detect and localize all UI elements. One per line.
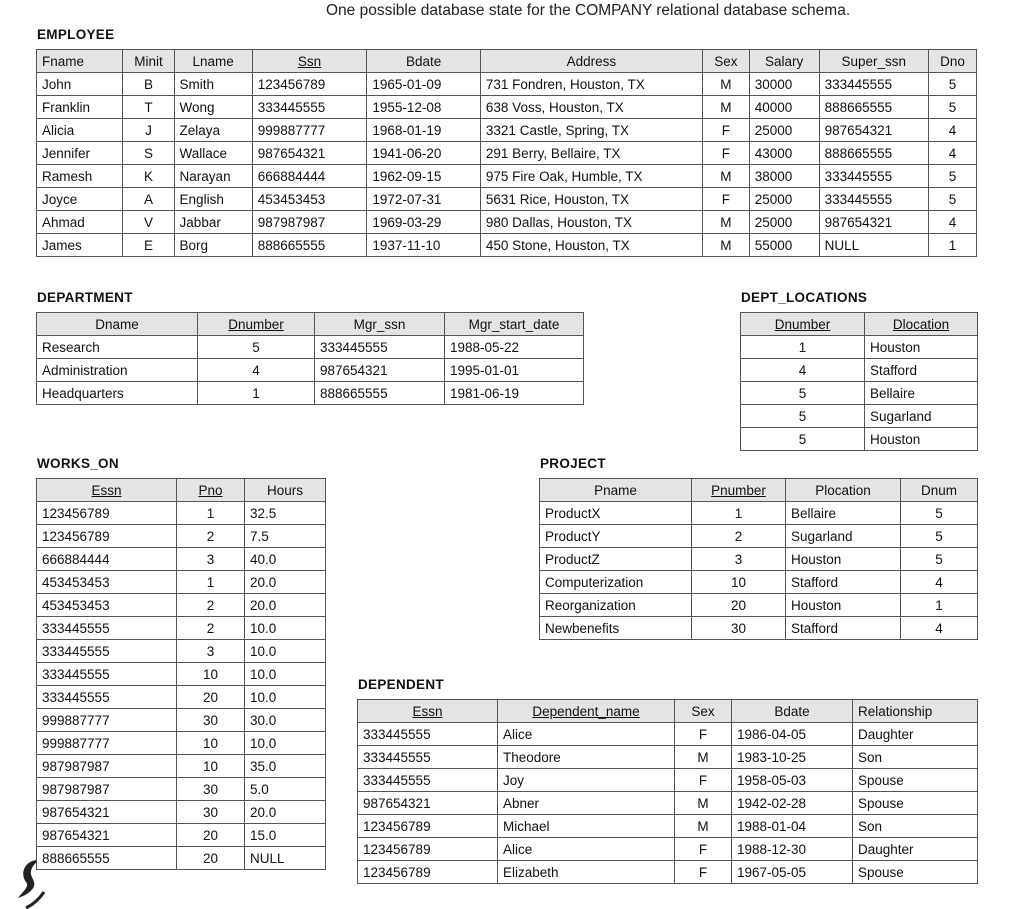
table-cell: Alice bbox=[498, 723, 675, 746]
table-cell: Bellaire bbox=[786, 502, 901, 525]
table-cell: 2 bbox=[692, 525, 786, 548]
table-cell: 10.0 bbox=[245, 663, 326, 686]
table-cell: Bellaire bbox=[865, 382, 978, 405]
table-cell: 30 bbox=[692, 617, 786, 640]
table-cell: Ahmad bbox=[37, 211, 123, 234]
table-cell: Houston bbox=[786, 594, 901, 617]
table-cell: F bbox=[675, 769, 732, 792]
table-row bbox=[37, 847, 326, 870]
table-cell: 30 bbox=[177, 778, 245, 801]
column-header-primary-key: Dnumber bbox=[741, 313, 865, 336]
table-cell: 40.0 bbox=[245, 548, 326, 571]
column-header-primary-key: Dnumber bbox=[198, 313, 315, 336]
table-cell: T bbox=[123, 96, 174, 119]
table-row bbox=[37, 640, 326, 663]
table-cell: 4 bbox=[901, 617, 978, 640]
table-cell: Theodore bbox=[498, 746, 675, 769]
table-row bbox=[540, 525, 978, 548]
column-header: Minit bbox=[123, 50, 174, 73]
table-cell: 1 bbox=[198, 382, 315, 405]
table-cell: Borg bbox=[174, 234, 252, 257]
table-row bbox=[358, 769, 978, 792]
table-row bbox=[741, 359, 978, 382]
table-cell: 987987987 bbox=[252, 211, 367, 234]
table-row bbox=[37, 142, 977, 165]
table-cell: 987654321 bbox=[819, 119, 928, 142]
table-cell: 1 bbox=[177, 502, 245, 525]
table-row bbox=[37, 502, 326, 525]
table-cell: Abner bbox=[498, 792, 675, 815]
table-cell: 4 bbox=[741, 359, 865, 382]
table-cell: 5 bbox=[198, 336, 315, 359]
table-cell: Sugarland bbox=[865, 405, 978, 428]
table-cell: Research bbox=[37, 336, 198, 359]
table-cell: John bbox=[37, 73, 123, 96]
table-row bbox=[741, 428, 978, 451]
table-row bbox=[37, 686, 326, 709]
table-cell: 987654321 bbox=[37, 801, 177, 824]
table-cell: Wallace bbox=[174, 142, 252, 165]
column-header-primary-key: Pnumber bbox=[692, 479, 786, 502]
table-cell: Elizabeth bbox=[498, 861, 675, 884]
table-cell: 4 bbox=[929, 211, 977, 234]
table-cell: 25000 bbox=[749, 211, 819, 234]
table-cell: Spouse bbox=[853, 792, 978, 815]
table-cell: 1965-01-09 bbox=[367, 73, 481, 96]
table-cell: 5 bbox=[741, 382, 865, 405]
works-on-table-title: WORKS_ON bbox=[37, 456, 119, 471]
table-cell: 1988-01-04 bbox=[732, 815, 853, 838]
table-cell: 1937-11-10 bbox=[367, 234, 481, 257]
table-cell: Computerization bbox=[540, 571, 692, 594]
table-cell: 3 bbox=[177, 640, 245, 663]
table-cell: 5 bbox=[741, 405, 865, 428]
table-cell: 999887777 bbox=[37, 709, 177, 732]
table-row bbox=[37, 188, 977, 211]
table-cell: Joy bbox=[498, 769, 675, 792]
table-cell: 5 bbox=[929, 96, 977, 119]
table-row bbox=[540, 594, 978, 617]
table-cell: 1 bbox=[692, 502, 786, 525]
table-cell: 638 Voss, Houston, TX bbox=[480, 96, 702, 119]
table-cell: M bbox=[702, 96, 749, 119]
table-cell: E bbox=[123, 234, 174, 257]
table-cell: 1986-04-05 bbox=[732, 723, 853, 746]
table-cell: 5631 Rice, Houston, TX bbox=[480, 188, 702, 211]
table-cell: M bbox=[702, 211, 749, 234]
table-cell: F bbox=[702, 119, 749, 142]
table-cell: Houston bbox=[865, 428, 978, 451]
table-cell: 3321 Castle, Spring, TX bbox=[480, 119, 702, 142]
table-cell: Alice bbox=[498, 838, 675, 861]
table-cell: 987654321 bbox=[252, 142, 367, 165]
table-cell: 5 bbox=[929, 165, 977, 188]
column-header: Dno bbox=[929, 50, 977, 73]
table-cell: Spouse bbox=[853, 861, 978, 884]
table-cell: 888665555 bbox=[315, 382, 445, 405]
table-cell: 30.0 bbox=[245, 709, 326, 732]
table-cell: 5.0 bbox=[245, 778, 326, 801]
table-row bbox=[540, 502, 978, 525]
table-cell: 20.0 bbox=[245, 571, 326, 594]
table-cell: 43000 bbox=[749, 142, 819, 165]
column-header: Plocation bbox=[786, 479, 901, 502]
publisher-logo-mark bbox=[14, 852, 54, 909]
column-header: Sex bbox=[702, 50, 749, 73]
table-cell: 888665555 bbox=[819, 142, 928, 165]
table-cell: 666884444 bbox=[37, 548, 177, 571]
table-cell: 453453453 bbox=[37, 594, 177, 617]
table-cell: 1958-05-03 bbox=[732, 769, 853, 792]
column-header: Fname bbox=[37, 50, 123, 73]
table-cell: Narayan bbox=[174, 165, 252, 188]
table-cell: 1 bbox=[741, 336, 865, 359]
table-cell: 987987987 bbox=[37, 778, 177, 801]
column-header: Address bbox=[480, 50, 702, 73]
table-cell: 333445555 bbox=[37, 640, 177, 663]
project-table-title: PROJECT bbox=[540, 456, 606, 471]
column-header-primary-key: Essn bbox=[358, 700, 498, 723]
table-cell: 1968-01-19 bbox=[367, 119, 481, 142]
column-header: Dnum bbox=[901, 479, 978, 502]
table-cell: 4 bbox=[901, 571, 978, 594]
table-row bbox=[37, 732, 326, 755]
column-header: Bdate bbox=[367, 50, 481, 73]
table-cell: 30000 bbox=[749, 73, 819, 96]
table-cell: 5 bbox=[901, 548, 978, 571]
table-cell: Smith bbox=[174, 73, 252, 96]
table-cell: 5 bbox=[901, 502, 978, 525]
table-cell: 333445555 bbox=[37, 617, 177, 640]
project-table bbox=[539, 478, 978, 640]
table-cell: 25000 bbox=[749, 188, 819, 211]
table-cell: 1 bbox=[901, 594, 978, 617]
table-cell: 731 Fondren, Houston, TX bbox=[480, 73, 702, 96]
table-cell: 888665555 bbox=[252, 234, 367, 257]
works-on-table bbox=[36, 478, 326, 870]
column-header-primary-key: Dlocation bbox=[865, 313, 978, 336]
table-row bbox=[540, 548, 978, 571]
table-cell: 123456789 bbox=[358, 861, 498, 884]
table-row bbox=[741, 382, 978, 405]
table-cell: 1 bbox=[177, 571, 245, 594]
table-cell: 32.5 bbox=[245, 502, 326, 525]
table-row bbox=[37, 525, 326, 548]
table-cell: NULL bbox=[819, 234, 928, 257]
table-cell: 10 bbox=[177, 732, 245, 755]
table-cell: 333445555 bbox=[358, 769, 498, 792]
table-cell: 987654321 bbox=[358, 792, 498, 815]
table-cell: 1969-03-29 bbox=[367, 211, 481, 234]
table-cell: Newbenefits bbox=[540, 617, 692, 640]
table-cell: 55000 bbox=[749, 234, 819, 257]
table-row bbox=[358, 815, 978, 838]
table-cell: 10.0 bbox=[245, 640, 326, 663]
table-cell: 1942-02-28 bbox=[732, 792, 853, 815]
table-cell: J bbox=[123, 119, 174, 142]
table-row bbox=[37, 336, 584, 359]
column-header: Relationship bbox=[853, 700, 978, 723]
table-cell: 2 bbox=[177, 594, 245, 617]
table-cell: Stafford bbox=[786, 617, 901, 640]
table-cell: M bbox=[702, 73, 749, 96]
table-cell: 1988-12-30 bbox=[732, 838, 853, 861]
table-cell: 3 bbox=[177, 548, 245, 571]
table-cell: ProductZ bbox=[540, 548, 692, 571]
column-header-primary-key: Ssn bbox=[252, 50, 367, 73]
table-cell: 987987987 bbox=[37, 755, 177, 778]
department-table bbox=[36, 312, 584, 405]
table-cell: 2 bbox=[177, 525, 245, 548]
table-cell: 999887777 bbox=[37, 732, 177, 755]
table-cell: NULL bbox=[245, 847, 326, 870]
column-header: Pname bbox=[540, 479, 692, 502]
table-cell: 20 bbox=[692, 594, 786, 617]
table-cell: Stafford bbox=[865, 359, 978, 382]
table-row bbox=[37, 382, 584, 405]
table-cell: Headquarters bbox=[37, 382, 198, 405]
table-cell: 123456789 bbox=[37, 502, 177, 525]
table-row bbox=[37, 234, 977, 257]
table-cell: 3 bbox=[692, 548, 786, 571]
table-cell: M bbox=[702, 165, 749, 188]
table-cell: F bbox=[702, 142, 749, 165]
table-cell: Son bbox=[853, 815, 978, 838]
table-cell: James bbox=[37, 234, 123, 257]
dept-locations-table bbox=[740, 312, 978, 451]
table-cell: 10 bbox=[177, 755, 245, 778]
table-cell: 333445555 bbox=[358, 746, 498, 769]
table-row bbox=[37, 571, 326, 594]
column-header: Lname bbox=[174, 50, 252, 73]
table-cell: 20.0 bbox=[245, 801, 326, 824]
table-cell: 123456789 bbox=[252, 73, 367, 96]
table-cell: V bbox=[123, 211, 174, 234]
table-cell: 123456789 bbox=[358, 815, 498, 838]
table-cell: Son bbox=[853, 746, 978, 769]
table-row bbox=[37, 359, 584, 382]
table-cell: ProductY bbox=[540, 525, 692, 548]
table-row bbox=[358, 746, 978, 769]
table-cell: Administration bbox=[37, 359, 198, 382]
table-cell: 40000 bbox=[749, 96, 819, 119]
table-row bbox=[37, 594, 326, 617]
table-row bbox=[37, 755, 326, 778]
table-cell: Zelaya bbox=[174, 119, 252, 142]
table-cell: 333445555 bbox=[252, 96, 367, 119]
table-row bbox=[741, 336, 978, 359]
table-cell: M bbox=[675, 792, 732, 815]
table-cell: 333445555 bbox=[819, 188, 928, 211]
table-cell: 999887777 bbox=[252, 119, 367, 142]
table-cell: Spouse bbox=[853, 769, 978, 792]
table-cell: 1988-05-22 bbox=[445, 336, 584, 359]
table-cell: Jabbar bbox=[174, 211, 252, 234]
table-cell: K bbox=[123, 165, 174, 188]
table-cell: 987654321 bbox=[37, 824, 177, 847]
dependent-table-title: DEPENDENT bbox=[358, 677, 444, 692]
table-cell: 30 bbox=[177, 801, 245, 824]
table-cell: 2 bbox=[177, 617, 245, 640]
table-row bbox=[358, 838, 978, 861]
table-cell: 987654321 bbox=[315, 359, 445, 382]
table-cell: 4 bbox=[198, 359, 315, 382]
table-cell: Joyce bbox=[37, 188, 123, 211]
table-cell: F bbox=[675, 838, 732, 861]
table-cell: Daughter bbox=[853, 838, 978, 861]
table-cell: 666884444 bbox=[252, 165, 367, 188]
column-header: Super_ssn bbox=[819, 50, 928, 73]
table-cell: 25000 bbox=[749, 119, 819, 142]
table-cell: Houston bbox=[786, 548, 901, 571]
employee-table-title: EMPLOYEE bbox=[37, 27, 115, 42]
table-row bbox=[37, 801, 326, 824]
table-cell: 10 bbox=[692, 571, 786, 594]
column-header: Salary bbox=[749, 50, 819, 73]
column-header: Sex bbox=[675, 700, 732, 723]
table-cell: A bbox=[123, 188, 174, 211]
table-cell: 1 bbox=[929, 234, 977, 257]
table-cell: Michael bbox=[498, 815, 675, 838]
table-row bbox=[37, 663, 326, 686]
column-header-primary-key: Essn bbox=[37, 479, 177, 502]
table-row bbox=[37, 96, 977, 119]
table-cell: 10 bbox=[177, 663, 245, 686]
table-row bbox=[358, 861, 978, 884]
table-cell: 123456789 bbox=[358, 838, 498, 861]
table-cell: F bbox=[675, 723, 732, 746]
table-row bbox=[540, 617, 978, 640]
table-cell: 10.0 bbox=[245, 732, 326, 755]
table-cell: M bbox=[702, 234, 749, 257]
column-header: Hours bbox=[245, 479, 326, 502]
figure-caption: One possible database state for the COMPANY relational database schema. bbox=[326, 2, 851, 19]
table-cell: M bbox=[675, 815, 732, 838]
table-cell: 980 Dallas, Houston, TX bbox=[480, 211, 702, 234]
column-header: Mgr_start_date bbox=[445, 313, 584, 336]
table-cell: 1983-10-25 bbox=[732, 746, 853, 769]
table-cell: Alicia bbox=[37, 119, 123, 142]
table-row bbox=[540, 571, 978, 594]
table-cell: 15.0 bbox=[245, 824, 326, 847]
table-cell: 5 bbox=[901, 525, 978, 548]
table-row bbox=[37, 73, 977, 96]
table-cell: 35.0 bbox=[245, 755, 326, 778]
table-cell: 453453453 bbox=[252, 188, 367, 211]
table-cell: 30 bbox=[177, 709, 245, 732]
table-cell: 333445555 bbox=[819, 165, 928, 188]
department-table-title: DEPARTMENT bbox=[37, 290, 133, 305]
table-cell: Ramesh bbox=[37, 165, 123, 188]
table-row bbox=[37, 165, 977, 188]
table-cell: 1967-05-05 bbox=[732, 861, 853, 884]
table-cell: 333445555 bbox=[315, 336, 445, 359]
table-cell: B bbox=[123, 73, 174, 96]
table-cell: 1995-01-01 bbox=[445, 359, 584, 382]
table-row bbox=[37, 778, 326, 801]
table-row bbox=[37, 824, 326, 847]
table-cell: Franklin bbox=[37, 96, 123, 119]
column-header: Dname bbox=[37, 313, 198, 336]
table-cell: 10.0 bbox=[245, 617, 326, 640]
table-cell: Sugarland bbox=[786, 525, 901, 548]
table-cell: Daughter bbox=[853, 723, 978, 746]
table-cell: 1941-06-20 bbox=[367, 142, 481, 165]
table-cell: 987654321 bbox=[819, 211, 928, 234]
table-cell: English bbox=[174, 188, 252, 211]
table-cell: F bbox=[675, 861, 732, 884]
employee-table bbox=[36, 49, 977, 257]
table-cell: 20 bbox=[177, 824, 245, 847]
table-cell: Stafford bbox=[786, 571, 901, 594]
table-row bbox=[37, 709, 326, 732]
table-cell: 1962-09-15 bbox=[367, 165, 481, 188]
table-cell: 5 bbox=[929, 188, 977, 211]
table-cell: 5 bbox=[741, 428, 865, 451]
table-cell: 333445555 bbox=[37, 686, 177, 709]
table-cell: Reorganization bbox=[540, 594, 692, 617]
table-cell: 1972-07-31 bbox=[367, 188, 481, 211]
column-header-primary-key: Dependent_name bbox=[498, 700, 675, 723]
column-header: Bdate bbox=[732, 700, 853, 723]
dependent-table bbox=[357, 699, 978, 884]
table-cell: 20.0 bbox=[245, 594, 326, 617]
table-cell: 1981-06-19 bbox=[445, 382, 584, 405]
table-cell: 333445555 bbox=[819, 73, 928, 96]
table-row bbox=[358, 792, 978, 815]
table-cell: 291 Berry, Bellaire, TX bbox=[480, 142, 702, 165]
table-row bbox=[358, 723, 978, 746]
table-cell: M bbox=[675, 746, 732, 769]
table-cell: F bbox=[702, 188, 749, 211]
table-cell: 333445555 bbox=[37, 663, 177, 686]
table-row bbox=[37, 211, 977, 234]
table-cell: 20 bbox=[177, 847, 245, 870]
table-cell: 975 Fire Oak, Humble, TX bbox=[480, 165, 702, 188]
table-row bbox=[37, 119, 977, 142]
table-cell: 450 Stone, Houston, TX bbox=[480, 234, 702, 257]
table-cell: ProductX bbox=[540, 502, 692, 525]
table-cell: 10.0 bbox=[245, 686, 326, 709]
dept-locations-table-title: DEPT_LOCATIONS bbox=[741, 290, 868, 305]
table-cell: 7.5 bbox=[245, 525, 326, 548]
table-row bbox=[37, 548, 326, 571]
table-cell: 123456789 bbox=[37, 525, 177, 548]
table-cell: 4 bbox=[929, 142, 977, 165]
table-cell: S bbox=[123, 142, 174, 165]
table-cell: Wong bbox=[174, 96, 252, 119]
table-cell: Houston bbox=[865, 336, 978, 359]
table-cell: 888665555 bbox=[37, 847, 177, 870]
table-cell: 4 bbox=[929, 119, 977, 142]
table-cell: 333445555 bbox=[358, 723, 498, 746]
table-cell: Jennifer bbox=[37, 142, 123, 165]
table-cell: 20 bbox=[177, 686, 245, 709]
column-header: Mgr_ssn bbox=[315, 313, 445, 336]
table-row bbox=[37, 617, 326, 640]
table-cell: 1955-12-08 bbox=[367, 96, 481, 119]
table-cell: 888665555 bbox=[819, 96, 928, 119]
column-header-primary-key: Pno bbox=[177, 479, 245, 502]
table-cell: 38000 bbox=[749, 165, 819, 188]
table-cell: 453453453 bbox=[37, 571, 177, 594]
table-cell: 5 bbox=[929, 73, 977, 96]
table-row bbox=[741, 405, 978, 428]
